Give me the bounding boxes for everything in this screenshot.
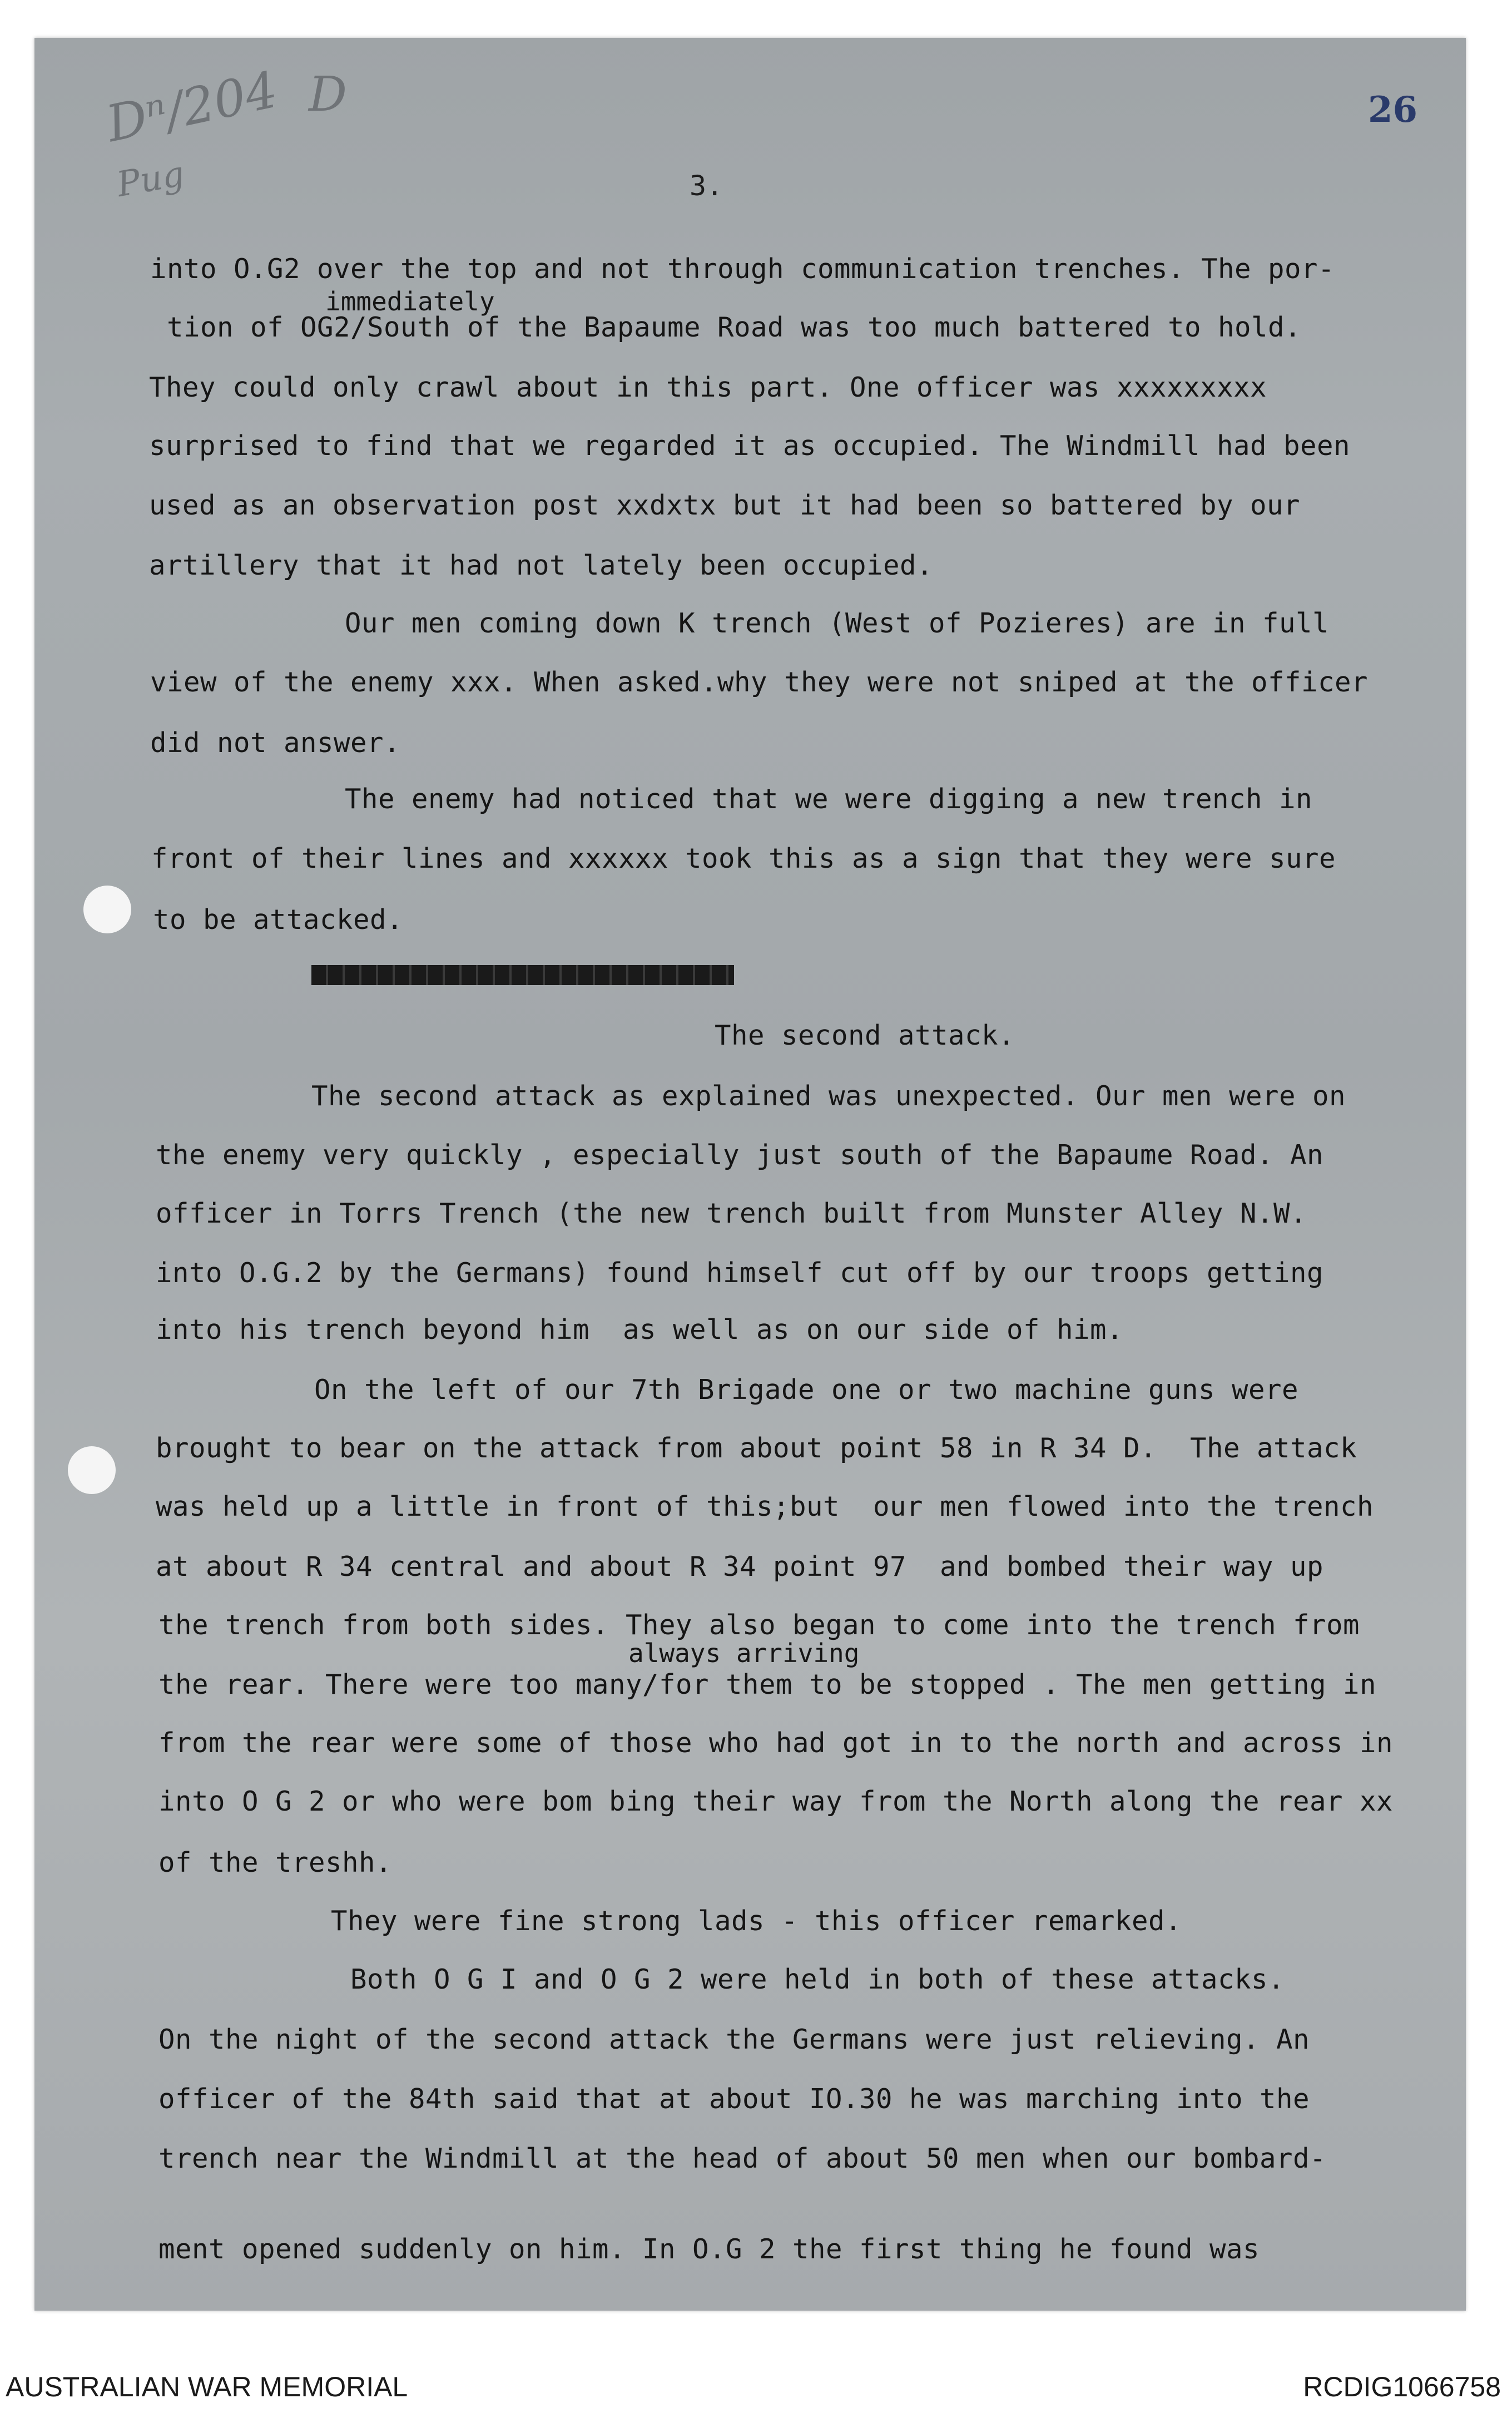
punch-hole	[68, 1446, 116, 1494]
handwritten-insertion: immediately	[325, 286, 495, 317]
text-line: to be attacked.	[153, 904, 404, 936]
text-line: at about R 34 central and about R 34 point 97 and bombed their way up	[156, 1551, 1324, 1583]
archive-credit: AUSTRALIAN WAR MEMORIAL	[6, 2371, 408, 2402]
folio-number: 26	[1368, 89, 1418, 131]
text-line: The second attack as explained was unexpected. Our men were on	[311, 1080, 1346, 1112]
handwritten-insertion: always arriving	[628, 1638, 860, 1668]
text-line: officer in Torrs Trench (the new trench built from Munster Alley N.W.	[156, 1198, 1307, 1229]
punch-hole	[83, 886, 131, 933]
text-line: The enemy had noticed that we were digging a new trench in	[345, 783, 1313, 815]
section-heading: The second attack.	[715, 1020, 1015, 1051]
text-line: They were fine strong lads - this officer remarked.	[331, 1905, 1182, 1937]
text-line: the trench from both sides. They also began to come into the trench from	[158, 1609, 1360, 1641]
struck-through-heading	[311, 965, 734, 985]
archive-id: RCDIG1066758	[1303, 2371, 1501, 2402]
text-line: Our men coming down K trench (West of Pozieres) are in full	[345, 607, 1330, 639]
pencil-subnote: Pug	[113, 153, 187, 205]
pencil-letter: D	[309, 67, 347, 122]
text-line: did not answer.	[150, 727, 401, 759]
text-line: into O.G.2 by the Germans) found himself cut off by our troops getting	[156, 1257, 1324, 1289]
text-line: officer of the 84th said that at about IO.30 he was marching into the	[158, 2083, 1310, 2115]
text-line: of the treshh.	[158, 1847, 393, 1878]
text-line: from the rear were some of those who had got in to the north and across in	[158, 1727, 1394, 1759]
text-line: used as an observation post xxdxtx but it had been so battered by our	[149, 489, 1301, 521]
text-line: They could only crawl about in this part. One officer was xxxxxxxxx	[149, 372, 1267, 403]
text-line: the enemy very quickly , especially just south of the Bapaume Road. An	[156, 1139, 1324, 1171]
text-line: On the night of the second attack the Germans were just relieving. An	[158, 2024, 1310, 2055]
text-line: front of their lines and xxxxxx took this as a sign that they were sure	[151, 843, 1336, 874]
text-line: was held up a little in front of this;but our men flowed into the trench	[156, 1491, 1374, 1522]
text-line: brought to bear on the attack from about point 58 in R 34 D. The attack	[156, 1432, 1357, 1464]
text-line: ment opened suddenly on him. In O.G 2 the first thing he found was	[158, 2233, 1260, 2265]
text-line: into his trench beyond him as well as on our side of him.	[156, 1314, 1124, 1346]
text-line: tion of OG2/South of the Bapaume Road was too much battered to hold.	[167, 311, 1302, 343]
text-line: On the left of our 7th Brigade one or two machine guns were	[314, 1374, 1299, 1406]
page-number: 3.	[690, 170, 723, 202]
text-line: into O G 2 or who were bom bing their way from the North along the rear xx	[158, 1786, 1394, 1817]
text-line: trench near the Windmill at the head of about 50 men when our bombard-	[158, 2143, 1327, 2174]
pencil-reference: Dⁿ/204	[101, 60, 283, 154]
text-line: surprised to find that we regarded it as occupied. The Windmill had been	[149, 430, 1351, 462]
text-line: Both O G I and O G 2 were held in both of these attacks.	[350, 1964, 1285, 1995]
text-line: view of the enemy xxx. When asked.why they were not sniped at the officer	[150, 666, 1369, 698]
text-line: the rear. There were too many/for them to be stopped . The men getting in	[158, 1669, 1377, 1700]
text-line: artillery that it had not lately been occupied.	[149, 550, 934, 581]
text-line: into O.G2 over the top and not through communication trenches. The por-	[150, 253, 1335, 285]
